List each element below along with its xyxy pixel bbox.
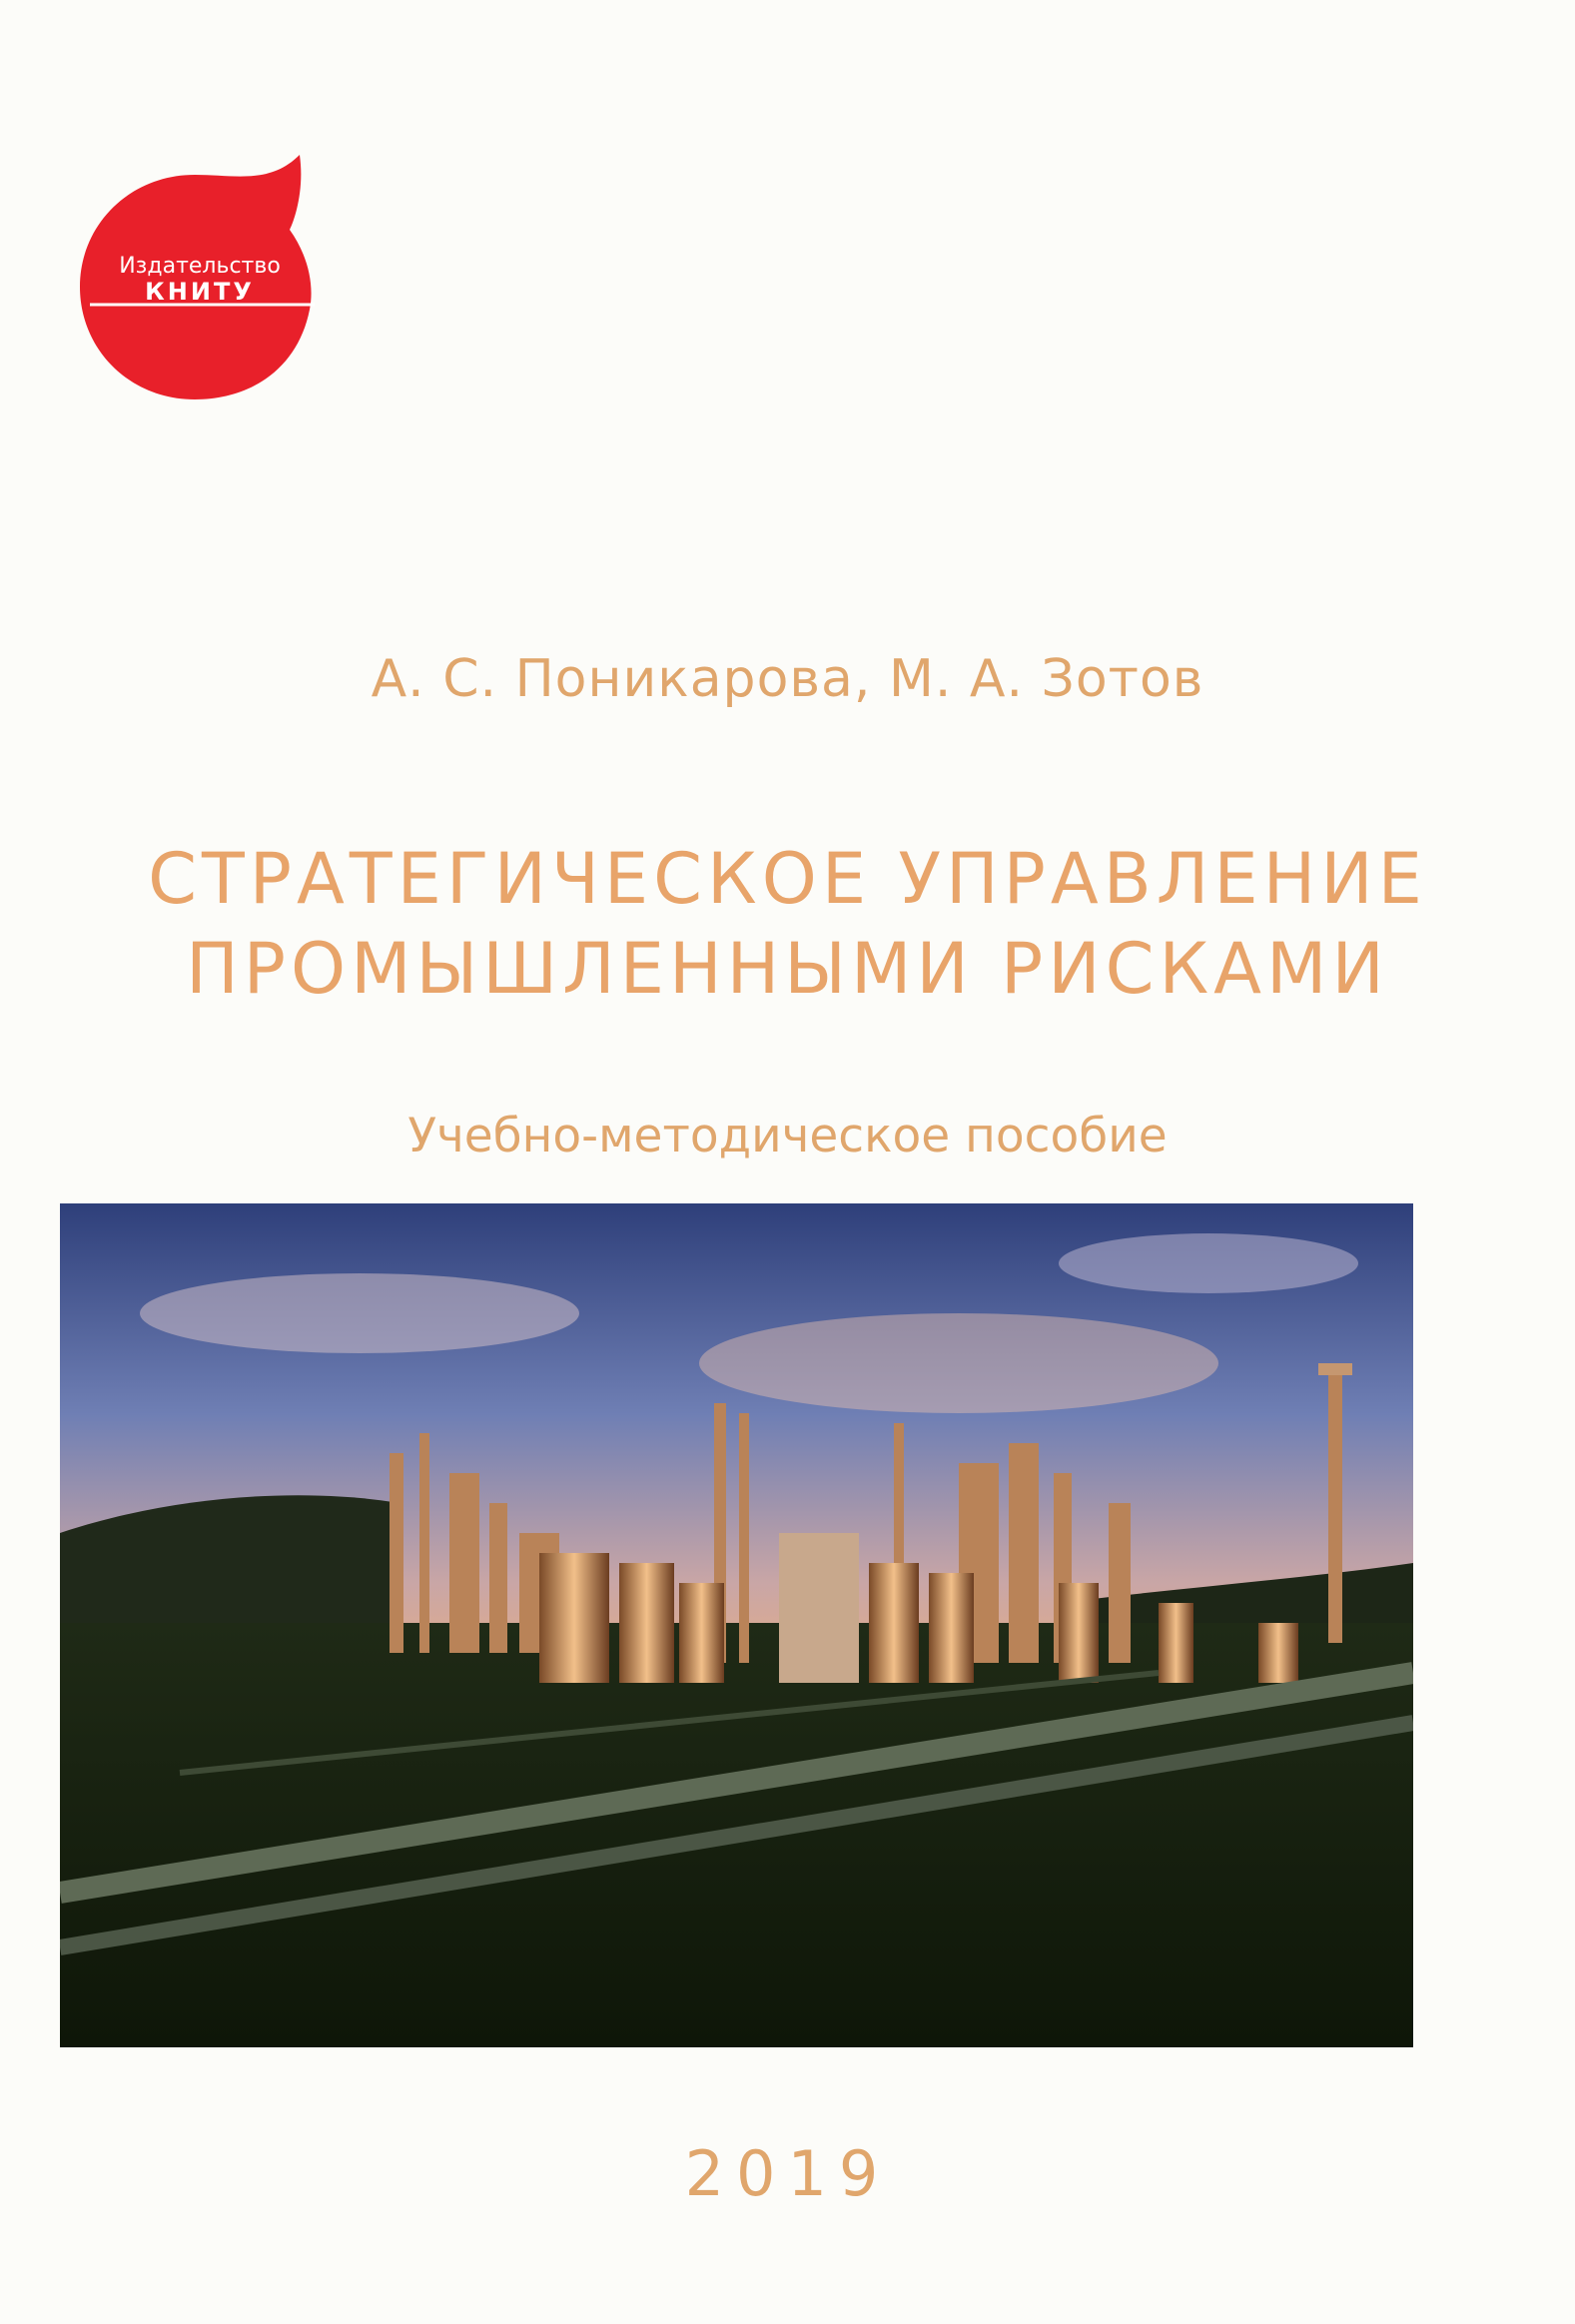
logo-text-publisher: Издательство <box>119 254 281 279</box>
publication-year: 2019 <box>684 2137 891 2210</box>
title-line-2: ПРОМЫШЛЕННЫМИ РИСКАМИ <box>186 928 1389 1010</box>
publisher-logo <box>60 145 330 414</box>
logo-text-knitu: КНИТУ <box>145 278 255 306</box>
refinery-photo <box>60 1203 1413 2047</box>
book-title <box>0 834 1575 1014</box>
authors: А. С. Поникарова, М. А. Зотов <box>371 649 1204 709</box>
title-line-1: СТРАТЕГИЧЕСКОЕ УПРАВЛЕНИЕ <box>148 838 1427 920</box>
book-subtitle: Учебно-методическое пособие <box>407 1109 1168 1163</box>
